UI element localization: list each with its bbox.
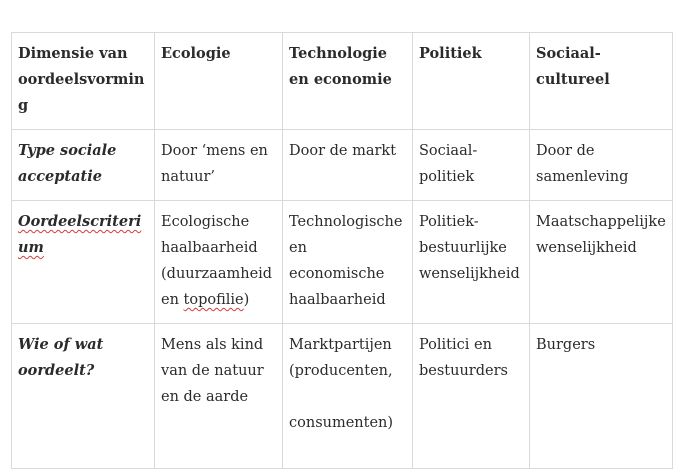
table-row	[12, 130, 673, 201]
header-cell-technology-economy: Technologie en economie	[283, 33, 413, 130]
table-cell: Marktpartijen (producenten, consumenten)	[283, 324, 413, 469]
comparison-table	[11, 32, 673, 469]
row-label: Type sociale acceptatie	[12, 130, 155, 201]
table-cell: Maatschappelijke wenselijkheid	[530, 201, 673, 324]
table-cell: Mens als kind van de natuur en de aarde	[155, 324, 283, 469]
cell-text: Ecologische haalbaarheid (duurzaamheid en	[161, 214, 273, 308]
table-cell: Technologische en economische haalbaarheid	[283, 201, 413, 324]
table-row	[12, 324, 673, 469]
table-cell: Door de markt	[283, 130, 413, 201]
table-cell: Door de samenleving	[530, 130, 673, 201]
table-cell	[155, 201, 283, 324]
table-header-row	[12, 33, 673, 130]
table-cell: Politiek-bestuurlijke wenselijkheid	[413, 201, 530, 324]
spellcheck-flagged-word: topofilie	[183, 292, 244, 308]
table-cell: Door ‘mens en natuur’	[155, 130, 283, 201]
table-cell: Burgers	[530, 324, 673, 469]
header-cell-social-cultural: Sociaal-cultureel	[530, 33, 673, 130]
table-row	[12, 201, 673, 324]
row-label	[12, 201, 155, 324]
header-cell-dimension: Dimensie van oordeelsvorming	[12, 33, 155, 130]
cell-text: )	[243, 292, 250, 308]
table-cell: Politici en bestuurders	[413, 324, 530, 469]
row-label: Wie of wat oordeelt?	[12, 324, 155, 469]
header-cell-politics: Politiek	[413, 33, 530, 130]
spellcheck-flagged-word: Oordeelscriterium	[18, 213, 142, 256]
table-cell: Sociaal-politiek	[413, 130, 530, 201]
header-cell-ecology: Ecologie	[155, 33, 283, 130]
